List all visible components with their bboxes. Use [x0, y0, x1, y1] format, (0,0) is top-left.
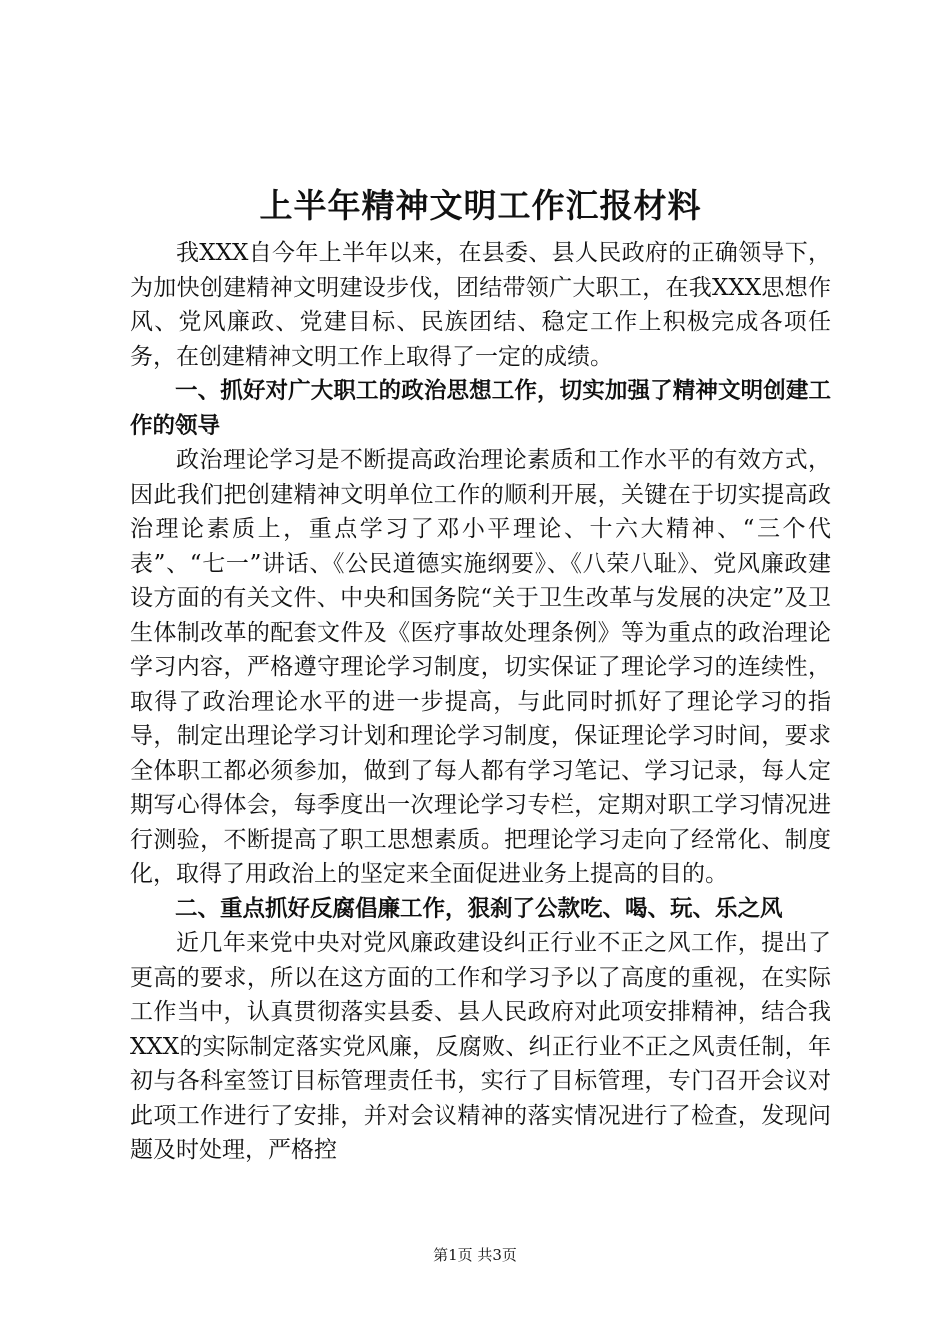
section-2-body: 近几年来党中央对党风廉政建设纠正行业不正之风工作，提出了更高的要求，所以在这方面的工作和学习予以了高度的重视，在实际工作当中，认真贯彻落实县委、县人民政府对此项安排精神，结合我XXX的实际制定落实党风廉，反腐败、纠正行业不正之风责任制，年初与各科室签订目标管理责任书，实行了目标管理，专门召开会议对此项工作进行了安排，并对会议精神的落实情况进行了检查，发现问题及时处理，严格控	[130, 930, 831, 1163]
section-2-heading: 二、重点抓好反腐倡廉工作，狠刹了公款吃、喝、玩、乐之风	[175, 895, 783, 922]
intro-paragraph: 我XXX自今年上半年以来，在县委、县人民政府的正确领导下，为加快创建精神文明建设步伐，团结带领广大职工，在我XXX思想作风、党风廉政、党建目标、民族团结、稳定工作上积极完成各项任务，在创建精神文明工作上取得了一定的成绩。	[130, 240, 831, 370]
document-title: 上半年精神文明工作汇报材料	[259, 186, 702, 225]
section-1-heading: 一、抓好对广大职工的政治思想工作，切实加强了精神文明创建工作的领导	[130, 378, 831, 439]
page-number-footer: 第1页 共3页	[433, 1246, 517, 1264]
section-1-body: 政治理论学习是不断提高政治理论素质和工作水平的有效方式，因此我们把创建精神文明单位工作的顺利开展，关键在于切实提高政治理论素质上，重点学习了邓小平理论、十六大精神、“三个代表”、“七一”讲话、《公民道德实施纲要》、《八荣八耻》、党风廉政建设方面的有关文件、中央和国务院“关于卫生改革与发展的决定”及卫生体制改革的配套文件及《医疗事故处理条例》等为重点的政治理论学习内容，严格遵守理论学习制度，切实保证了理论学习的连续性，取得了政治理论水平的进一步提高，与此同时抓好了理论学习的指导，制定出理论学习计划和理论学习制度，保证理论学习时间，要求全体职工都必须参加，做到了每人都有学习笔记、学习记录，每人定期写心得体会，每季度出一次理论学习专栏，定期对职工学习情况进行测验，不断提高了职工思想素质。把理论学习走向了经常化、制度化，取得了用政治上的坚定来全面促进业务上提高的目的。	[130, 447, 831, 887]
document-page	[130, 182, 831, 1168]
